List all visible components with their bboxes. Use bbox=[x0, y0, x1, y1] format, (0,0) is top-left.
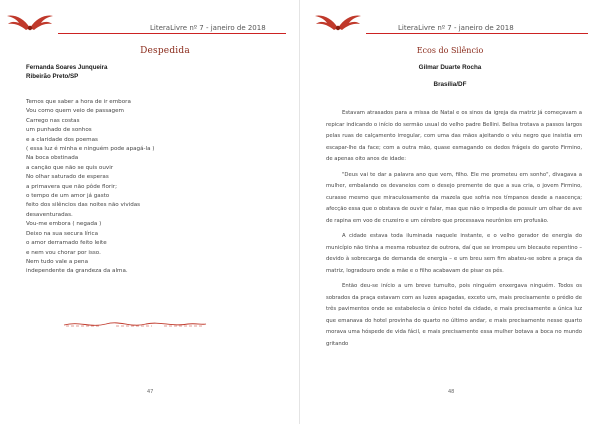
poem-line: um punhado de sonhos bbox=[26, 127, 92, 134]
story-text bbox=[326, 108, 582, 354]
author-name: Gilmar Duarte Rocha bbox=[418, 64, 482, 71]
poem-line: e a claridade dos poemas bbox=[26, 136, 98, 143]
page-title: Despedida bbox=[140, 46, 190, 56]
poem-line: feito dos silêncios das noites não vividas bbox=[26, 202, 141, 209]
page-number: 47 bbox=[147, 389, 154, 395]
author-name: Fernanda Soares Junqueira bbox=[26, 64, 108, 71]
poem-line: Nem tudo vale a pena bbox=[26, 258, 89, 265]
right-page bbox=[300, 0, 600, 424]
poem-line: Temos que saber a hora de ir embora bbox=[26, 99, 131, 105]
winged-logo-icon bbox=[6, 8, 54, 34]
ornament-divider-icon bbox=[60, 318, 210, 330]
paragraph: Então deu-se início a um breve tumulto, pois ninguém enxergava ninguém. Todos os sobrados da praça estavam com as luzes apagadas, exceto um, mais precisamente o prédio de três pavimentos onde se estabelecia o único hotel da cidade, e mais precisamente a única luz que emanava do hotel provinha do quarto no último andar, e mais precisamente nesse quarto morava uma hóspede de vida fácil, e mais precisamente essa mulher botava a boca no mundo gritando bbox=[326, 283, 582, 347]
paragraph: A cidade estava toda iluminada naquele instante, e o velho gerador de energia do município não tinha a mesma robustez de outrora, daí que se irrompeu um blecaute repentino – devido à sobrecarga de demanda de energia – e um breu sem fim abateu-se sobre a praça da matriz, logradouro onde a mãe e o filho acabavam de pisar os pés. bbox=[326, 233, 582, 274]
poem-line: independente da grandeza da alma. bbox=[26, 268, 128, 275]
paragraph: "Deus vai te dar a palavra ano que vem, filho. Ele me prometeu em sonho", divagava a mulher, embalando os devaneios com o desejo premente de que a sua cria, o jovem Firmino, curasse mesmo que miraculosamente da mazela que sofria nos tímpanos desde a nascença; afecção essa que o obstava de ouvir e falar, mas que não o impedia de possuir um olhar de ave de rapina em voo de cruzeiro e um cérebro que processava neurônios em profusão. bbox=[326, 171, 582, 224]
poem bbox=[26, 98, 276, 277]
paragraph: Estavam atrasados para a missa de Natal e os sinos da igreja da matriz já começavam a repicar indicando o início do sermão usual do velho padre Bellini. Belisa trotava a passos largos pelas ruas de calçamento irregular, com uma das mãos ajeitando o véu negro que insistia em escapar-lhe da face; com a outra mão, quase esmagando os dedos frágeis do garoto Firmino, de apenas oito anos de idade: bbox=[326, 110, 582, 162]
author-block bbox=[26, 63, 108, 81]
poem-line: e nem vou chorar por isso. bbox=[26, 249, 101, 256]
poem-line: o tempo de um amor já gasto bbox=[26, 193, 110, 200]
poem-line: Vou-me embora ( negada ) bbox=[26, 221, 102, 228]
header-issue: LiteraLivre nº 7 - janeiro de 2018 bbox=[150, 24, 266, 32]
page-number: 48 bbox=[448, 389, 455, 395]
page-title: Ecos do Silêncio bbox=[416, 46, 484, 55]
poem-line: Deixo na sua secura lírica bbox=[26, 230, 99, 237]
poem-line: desaventuradas. bbox=[26, 211, 73, 218]
author-city: Brasília/DF bbox=[433, 81, 467, 88]
poem-line: Carrego nas costas bbox=[26, 117, 80, 124]
author-city: Ribeirão Preto/SP bbox=[26, 73, 79, 80]
poem-line: Vou como quem veio de passagem bbox=[26, 108, 125, 115]
poem-line: No olhar saturado de esperas bbox=[26, 174, 109, 181]
poem-line: a canção que não se quis ouvir bbox=[26, 164, 114, 171]
poem-line: a primavera que não pôde florir; bbox=[26, 183, 117, 190]
poem-line: Na boca obstinada bbox=[26, 155, 79, 162]
winged-logo-icon bbox=[314, 8, 362, 34]
poem-line: ( essa luz é minha e ninguém pode apagá-la ) bbox=[26, 146, 155, 153]
poem-line: o amor derramado feito leite bbox=[26, 240, 107, 247]
header-issue: LiteraLivre nº 7 - janeiro de 2018 bbox=[398, 24, 514, 32]
